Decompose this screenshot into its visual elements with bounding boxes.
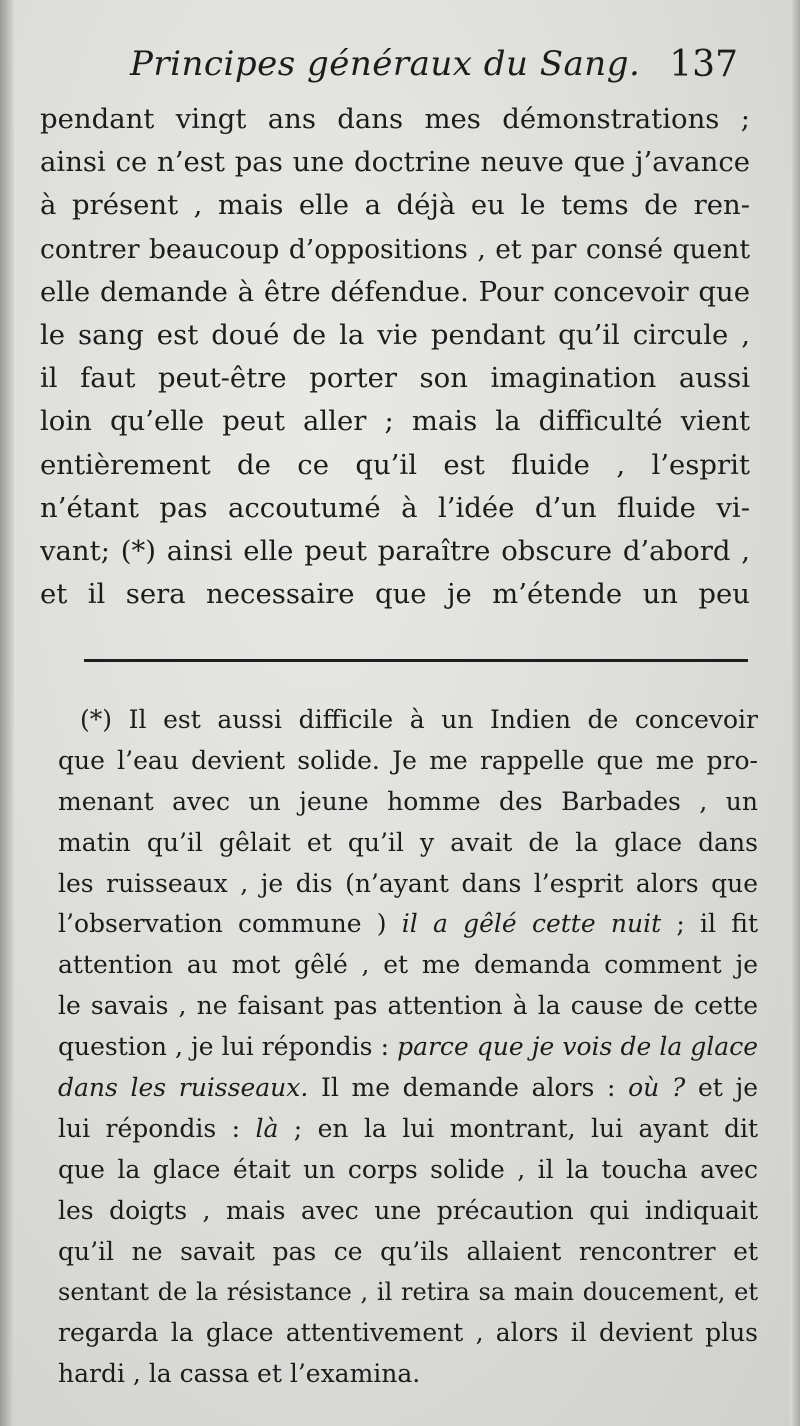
running-title: Principes généraux du Sang. — [130, 44, 641, 84]
footnote-line — [58, 700, 758, 741]
footnote-text-run: que la glace était un corps solide , il la toucha avec — [58, 1154, 758, 1184]
footnote-line — [58, 1354, 758, 1395]
main-text — [40, 98, 750, 616]
footnote-line — [58, 1068, 758, 1109]
footnote-text-run: regarda la glace attentivement , alors il devient plus — [58, 1318, 758, 1348]
footnote-text-run: et je — [685, 1073, 758, 1103]
footnote-line — [58, 1313, 758, 1354]
footnote-line — [58, 1232, 758, 1273]
footnote-text-run: menant avec un jeune homme des Barbades , un — [58, 786, 758, 816]
footnote-text-run: Il me demande alors : — [308, 1073, 629, 1103]
footnote-text-run: que l’eau devient solide. Je me rappelle que me pro- — [58, 745, 758, 775]
footnote-italic-run: où ? — [628, 1073, 686, 1103]
main-text-line: n’étant pas accoutumé à l’idée d’un fluide vi- — [40, 491, 750, 524]
main-text-line: pendant vingt ans dans mes démonstrations ; — [40, 103, 750, 135]
footnote-line — [58, 1109, 758, 1150]
footnote-italic-run: parce que je vois de la glace — [397, 1032, 758, 1062]
page-number: 137 — [669, 44, 738, 85]
footnote-text-run: matin qu’il gêlait et qu’il y avait de la glace dans — [58, 827, 758, 857]
footnote-text-run: attention au mot gêlé , et me demanda comment je — [58, 950, 758, 980]
footnote-text-run: ; en la lui montrant, lui ayant dit — [278, 1113, 758, 1143]
footnote-text-run: lui répondis : — [58, 1113, 256, 1143]
footnote-line — [58, 1191, 758, 1232]
footnote-line — [58, 823, 758, 864]
main-text-line: il faut peut-être porter son imagination aussi — [40, 362, 750, 395]
footnote-text-run: le savais , ne faisant pas attention à la cause de cette — [58, 991, 758, 1021]
main-text-line: et il sera necessaire que je m’étende un peu — [40, 578, 750, 611]
footnote-line — [58, 945, 758, 986]
page-header — [130, 40, 750, 100]
footnote-text-run: l’observation commune ) — [58, 909, 402, 939]
main-text-line: loin qu’elle peut aller ; mais la difficulté vient — [40, 405, 750, 438]
footnote-line — [58, 1027, 758, 1068]
footnote-line — [58, 864, 758, 905]
footnote-text-run: ; il fit — [661, 909, 758, 939]
footnote-text-run: question , je lui répondis : — [58, 1032, 398, 1062]
footnote-text-run: qu’il ne savait pas ce qu’ils allaient rencontrer et — [58, 1236, 758, 1266]
footnote-text-run: hardi , la cassa et l’examina. — [58, 1359, 421, 1389]
footnote-line — [58, 904, 758, 945]
footnote-text-run: sentant de la résistance , il retira sa main doucement, et — [58, 1278, 758, 1307]
footnote-text-run: les doigts , mais avec une précaution qui indiquait — [58, 1195, 758, 1225]
footnote-text-run: (*) Il est aussi difficile à un Indien de concevoir — [80, 705, 758, 734]
footnote-line — [58, 1272, 758, 1313]
page-edge-shadow — [790, 0, 800, 1426]
main-text-line: elle demande à être défendue. Pour concevoir que — [40, 275, 750, 308]
footnote-line — [58, 782, 758, 823]
main-text-line: à présent , mais elle a déjà eu le tems de ren- — [40, 189, 750, 222]
footnote-italic-run: il a gêlé cette nuit — [401, 909, 662, 939]
footnote-line — [58, 741, 758, 782]
main-text-line: ainsi ce n’est pas une doctrine neuve que j’avance — [40, 146, 750, 179]
main-text-line: vant; (*) ainsi elle peut paraître obscure d’abord , — [40, 534, 750, 567]
page-gutter-shadow — [0, 0, 14, 1426]
main-text-line: contrer beaucoup d’oppositions , et par consé quent — [40, 233, 750, 265]
footnote-italic-run: dans les ruisseaux. — [58, 1073, 309, 1103]
main-text-line: le sang est doué de la vie pendant qu’il circule , — [40, 318, 750, 351]
footnote — [58, 700, 758, 1395]
footnote-line — [58, 986, 758, 1027]
footnote-text-run: les ruisseaux , je dis (n’ayant dans l’esprit alors que — [58, 868, 758, 898]
footnote-separator-rule — [84, 659, 748, 662]
footnote-line — [58, 1150, 758, 1191]
footnote-italic-run: là — [255, 1113, 279, 1143]
main-text-line: entièrement de ce qu’il est fluide , l’esprit — [40, 448, 750, 481]
